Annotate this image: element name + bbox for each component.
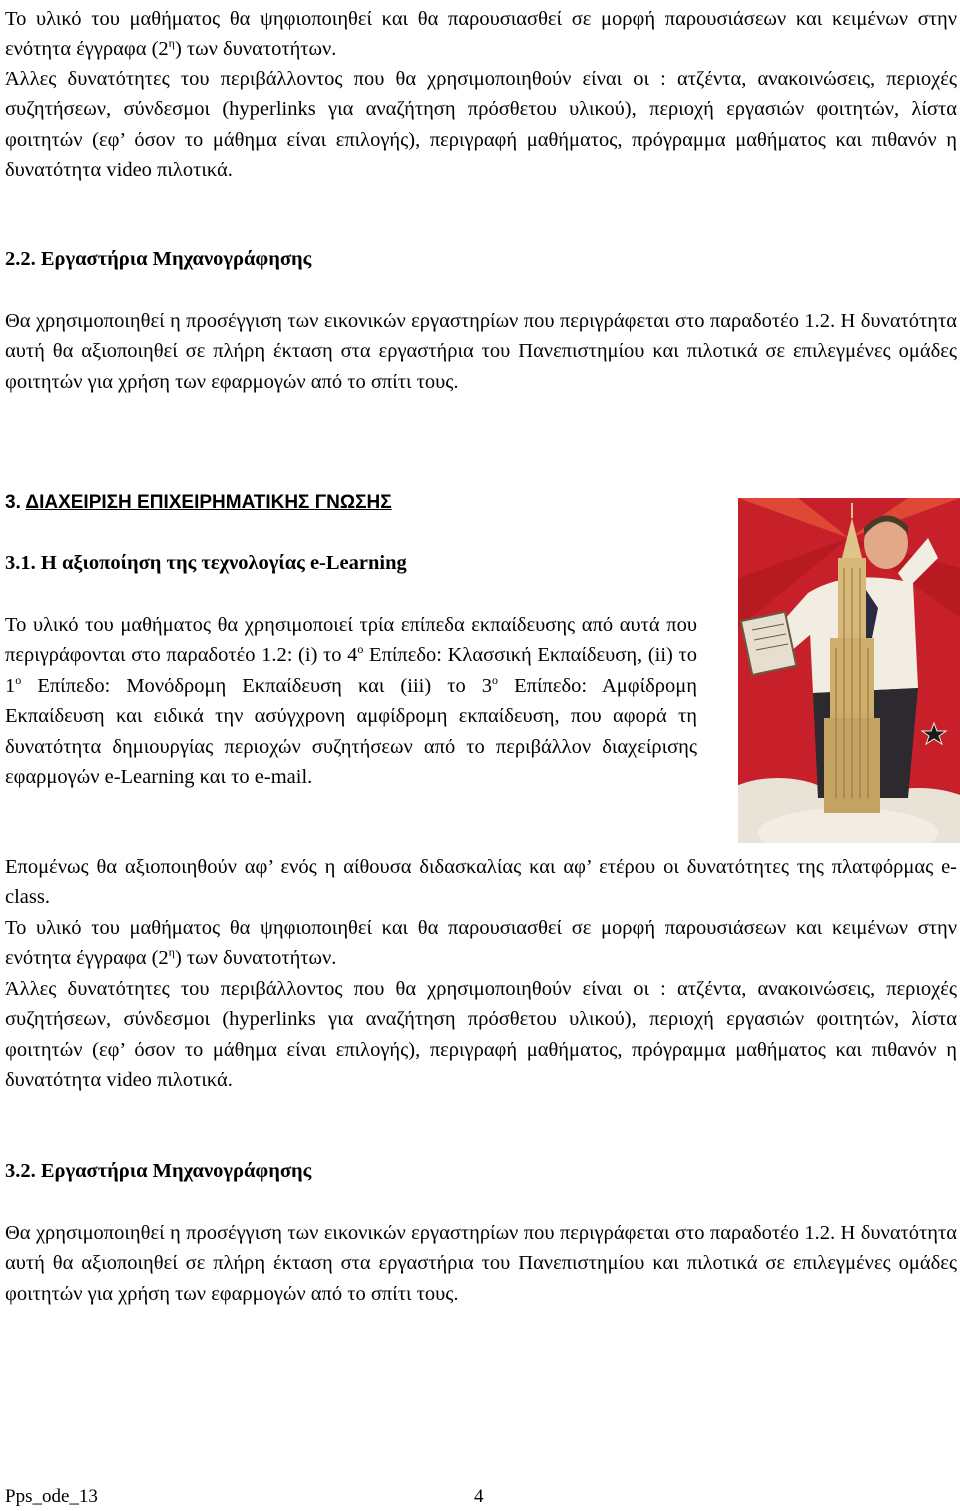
heading-section-3-1: 3.1. Η αξιοποίηση της τεχνολογίας e-Learning: [5, 552, 407, 574]
footer-divider: [0, 1478, 960, 1479]
paragraph-education-levels: [5, 610, 697, 792]
paragraph-eclass-platform: Επομένως θα αξιοποιηθούν αφ’ ενός η αίθουσα διδασκαλίας και αφ’ ετέρου οι δυνατότητες της πλατφόρμας e-class.: [5, 856, 957, 909]
heading-number: 3.: [5, 492, 26, 513]
paragraph-environment-features: Άλλες δυνατότητες του περιβάλλοντος που θα χρησιμοποιηθούν είναι οι : ατζέντα, ανακοινώσεις, περιοχές συζητήσεων, σύνδεσμοι (hyperlinks για αναζήτηση πρόσθετου υλικού), περιοχή εργασιών φοιτητών, λίστα φοιτητών (εφ’ όσον το μάθημα είναι επιλογής), περιγραφή μαθήματος, πρόγραμμα μαθήματος και πιθανόν η δυνατότητα video πιλοτικά.: [5, 68, 957, 182]
heading-section-3: [5, 488, 392, 518]
superscript: ο: [15, 672, 22, 687]
text-span: ) των δυνατοτήτων.: [174, 38, 337, 61]
text-span: Το υλικό του μαθήματος θα ψηφιοποιηθεί και θα παρουσιασθεί σε μορφή παρουσιάσεων και κειμένων στην ενότητα έγγραφα (2: [5, 8, 957, 61]
footer-page-number: 4: [474, 1486, 484, 1507]
superscript: ο: [357, 642, 364, 657]
superscript: η: [168, 945, 175, 960]
heading-text: ΔΙΑΧΕΙΡΙΣΗ ΕΠΙΧΕΙΡΗΜΑΤΙΚΗΣ ΓΝΩΣΗΣ: [25, 492, 392, 513]
heading-section-2-2: 2.2. Εργαστήρια Μηχανογράφησης: [5, 248, 312, 270]
text-span: Επίπεδο: Αμφίδρομη Εκπαίδευση και ειδικά την ασύγχρονη αμφίδρομη εκπαίδευση, που αφορά τη δυνατότητα δημιουργίας περιοχών συζητήσεων από το περιβάλλον διαχείρισης εφαρμογών e-Learning και το e-mail.: [5, 674, 697, 789]
superscript: η: [168, 36, 175, 51]
superscript: ο: [492, 672, 499, 687]
footer-doc-code: Pps_ode_13: [5, 1486, 98, 1507]
text-span: Το υλικό του μαθήματος θα ψηφιοποιηθεί και θα παρουσιασθεί σε μορφή παρουσιάσεων και κειμένων στην ενότητα έγγραφα (2: [5, 917, 957, 970]
skyscraper-man-illustration: [738, 498, 960, 843]
text-span: Επίπεδο: Κλασσική Εκπαίδευση, (ii) το 1: [5, 644, 697, 697]
text-span: Το υλικό του μαθήματος θα χρησιμοποιεί τρία επίπεδα εκπαίδευσης από αυτά που περιγράφονται στο παραδοτέο 1.2: (i) το 4: [5, 614, 697, 667]
paragraph-virtual-labs: Θα χρησιμοποιηθεί η προσέγγιση των εικονικών εργαστηρίων που περιγράφεται στο παραδοτέο 1.2. Η δυνατότητα αυτή θα αξιοποιηθεί σε πλήρη έκταση στα εργαστήρια του Πανεπιστημίου και πιλοτικά σε επιλεγμένες ομάδες φοιτητών για χρήση των εφαρμογών από το σπίτι τους.: [5, 310, 957, 393]
paragraph-material-digitization-repeat: [5, 913, 957, 974]
paragraph-virtual-labs-repeat: Θα χρησιμοποιηθεί η προσέγγιση των εικονικών εργαστηρίων που περιγράφεται στο παραδοτέο 1.2. Η δυνατότητα αυτή θα αξιοποιηθεί σε πλήρη έκταση στα εργαστήρια του Πανεπιστημίου και πιλοτικά σε επιλεγμένες ομάδες φοιτητών για χρήση των εφαρμογών από το σπίτι τους.: [5, 1222, 957, 1305]
paragraph-environment-features-repeat: Άλλες δυνατότητες του περιβάλλοντος που θα χρησιμοποιηθούν είναι οι : ατζέντα, ανακοινώσεις, περιοχές συζητήσεων, σύνδεσμοι (hyperlinks για αναζήτηση πρόσθετου υλικού), περιοχή εργασιών φοιτητών, λίστα φοιτητών (εφ’ όσον το μάθημα είναι επιλογής), περιγραφή μαθήματος, πρόγραμμα μαθήματος και πιθανόν η δυνατότητα video πιλοτικά.: [5, 978, 957, 1092]
text-span: ) των δυνατοτήτων.: [174, 947, 337, 970]
paragraph-material-digitization: [5, 4, 957, 65]
text-span: Επίπεδο: Μονόδρομη Εκπαίδευση και (iii) το 3: [21, 674, 493, 697]
heading-section-3-2: 3.2. Εργαστήρια Μηχανογράφησης: [5, 1160, 312, 1182]
